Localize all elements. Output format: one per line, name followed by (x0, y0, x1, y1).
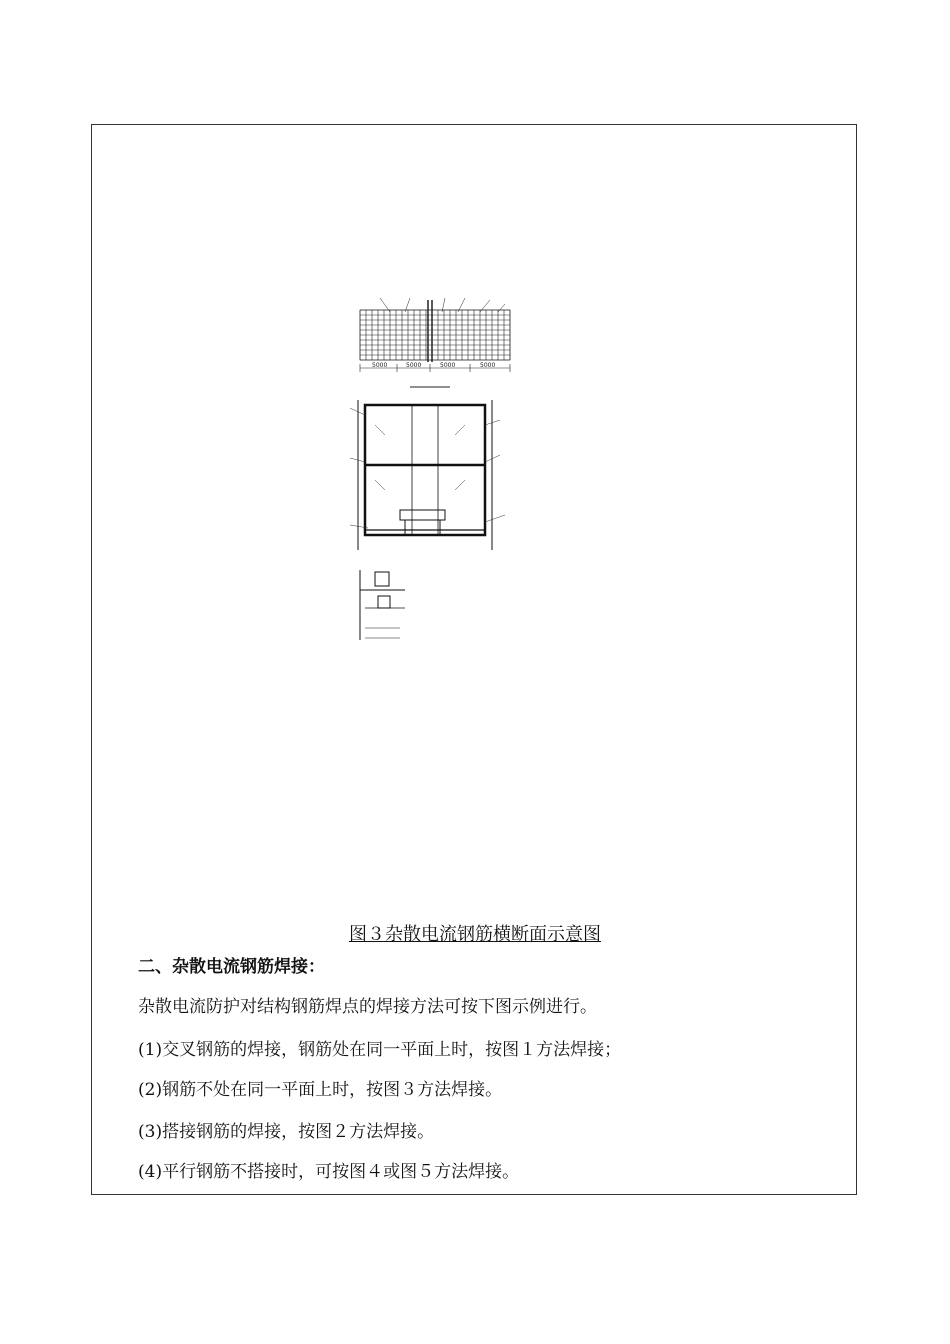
plan-dim-4: 5000 (480, 362, 496, 369)
list-item: (3)搭接钢筋的焊接，按图２方法焊接。 (138, 1122, 435, 1142)
box-structure-section (358, 400, 492, 550)
plan-dim-3: 5000 (440, 362, 456, 369)
connection-detail (360, 570, 405, 640)
list-item: (4)平行钢筋不搭接时，可按图４或图５方法焊接。 (138, 1162, 520, 1182)
plan-dim-1: 5000 (372, 362, 388, 369)
figure-caption-text: 图３杂散电流钢筋横断面示意图 (349, 924, 601, 945)
section-intro: 杂散电流防护对结构钢筋焊点的焊接方法可按下图示例进行。 (138, 997, 597, 1017)
list-item: (1)交叉钢筋的焊接，钢筋处在同一平面上时，按图１方法焊接； (138, 1040, 622, 1060)
figure-caption (0, 920, 950, 946)
rebar-mesh-plan (360, 300, 510, 387)
section-heading: 二、杂散电流钢筋焊接： (138, 957, 325, 977)
plan-dim-2: 5000 (406, 362, 422, 369)
list-item: (2)钢筋不处在同一平面上时，按图３方法焊接。 (138, 1080, 503, 1100)
rebar-section-drawing (350, 290, 530, 650)
